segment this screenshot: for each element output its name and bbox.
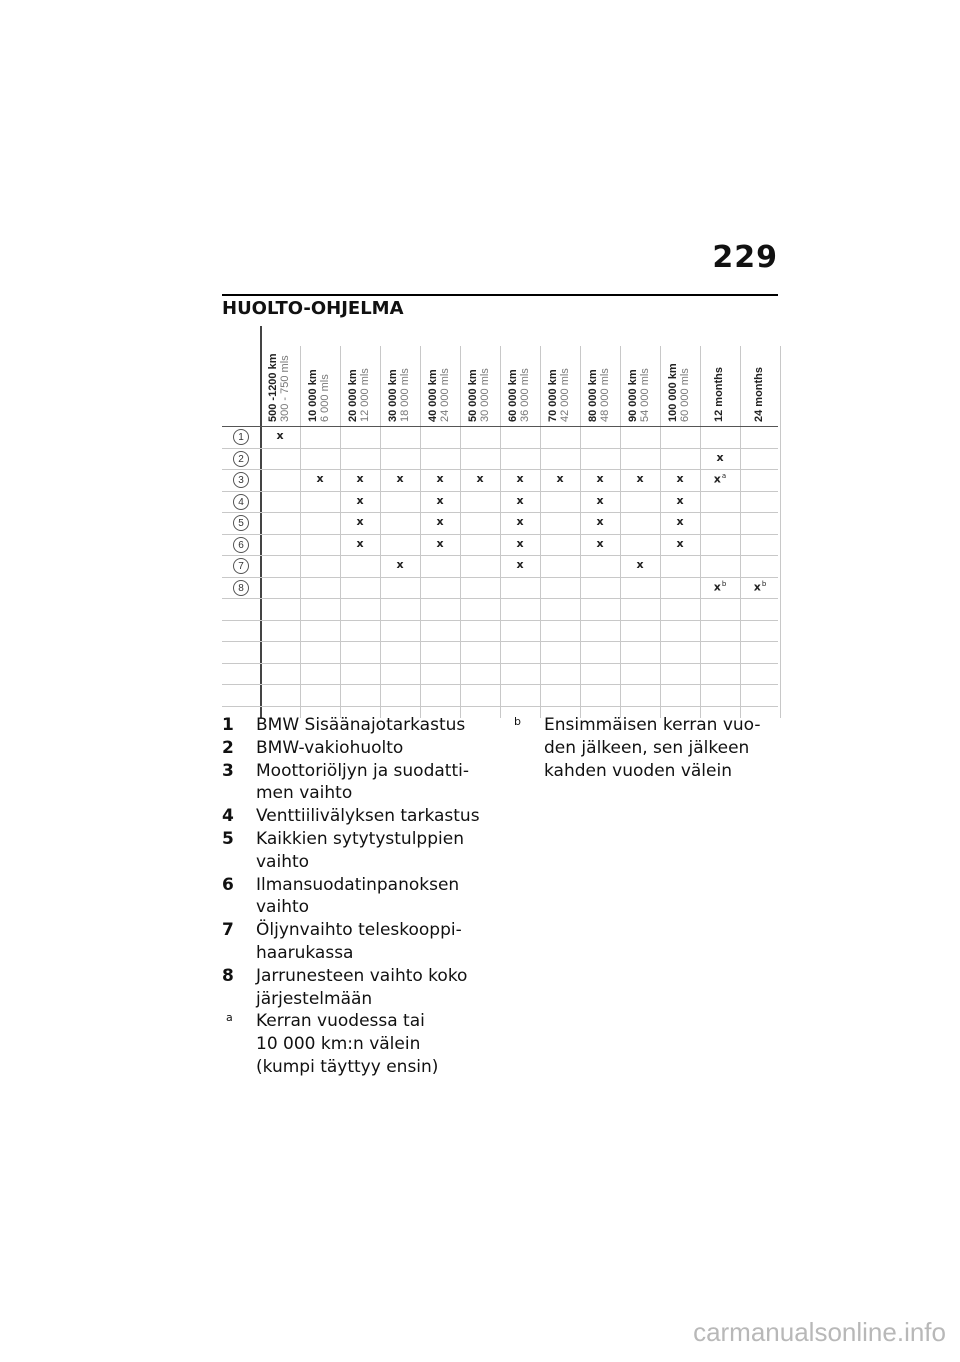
legend-item (222, 965, 480, 1011)
service-mark-x: x (596, 515, 604, 528)
service-mark-x: x (676, 536, 684, 550)
table-row-divider (222, 641, 778, 642)
header-rule (222, 294, 778, 296)
legend-item (222, 737, 480, 760)
service-mark (500, 558, 540, 571)
service-mark (660, 515, 700, 528)
legend-item-number: 1 (222, 715, 234, 735)
column-header (508, 328, 546, 422)
column-header-km: 100 000 km (667, 363, 679, 422)
column-header-km: 80 000 km (587, 369, 599, 422)
service-mark (380, 558, 420, 571)
row-number-badge: 4 (233, 494, 249, 510)
column-header (628, 328, 666, 422)
service-mark-x: x (516, 536, 524, 550)
legend-item-number: 2 (222, 737, 234, 758)
column-header-mls: 18 000 mls (398, 368, 411, 422)
legend-item-number: 3 (222, 760, 234, 781)
table-row-divider (222, 555, 778, 556)
service-mark (380, 472, 420, 485)
column-header (548, 328, 586, 422)
footnote-a-mark: a (226, 1011, 233, 1025)
service-mark-footnote: a (721, 472, 727, 480)
column-header-km: 20 000 km (347, 369, 359, 422)
service-mark-x: x (516, 493, 524, 507)
service-mark-x: x (676, 515, 684, 528)
legend-item-number: 4 (222, 806, 234, 827)
service-mark-x: x (556, 472, 564, 485)
service-mark (660, 494, 700, 507)
column-header-km: 500 -1200 km (267, 353, 279, 422)
table-row-divider (222, 448, 778, 449)
footnote-b-text: Ensimmäisen kerran vuo- den jälkeen, sen jälkeen kahden vuoden välein (544, 715, 761, 781)
column-header-mls: 54 000 mls (638, 368, 651, 422)
page-number: 229 (712, 240, 778, 275)
legend-item (222, 919, 480, 965)
service-mark-x: x (636, 558, 644, 571)
service-mark-x: x (636, 472, 644, 485)
service-mark-x: x (436, 515, 444, 528)
table-row-divider (222, 577, 778, 578)
legend-item (222, 714, 480, 737)
service-mark-x: x (516, 515, 524, 528)
column-header (428, 328, 466, 422)
service-mark-x: x (476, 472, 484, 485)
table-row-divider (222, 684, 778, 685)
table-row-divider (222, 706, 778, 707)
service-mark (700, 580, 740, 594)
column-header-km: 60 000 km (507, 369, 519, 422)
section-title: HUOLTO-OHJELMA (222, 298, 404, 319)
column-header-km: 90 000 km (627, 369, 639, 422)
column-header-km: 24 months (753, 366, 765, 422)
row-number-badge: 1 (233, 429, 249, 445)
column-header-km: 50 000 km (467, 369, 479, 422)
service-mark-x: x (713, 580, 721, 594)
footnote-a-text: Kerran vuodessa tai 10 000 km:n välein (kumpi täyttyy ensin) (256, 1011, 439, 1077)
column-header-km: 12 months (713, 366, 725, 422)
service-mark (500, 515, 540, 528)
column-header-mls: 12 000 mls (358, 368, 371, 422)
service-mark-x: x (596, 536, 604, 550)
column-header (748, 328, 792, 422)
service-mark (500, 472, 540, 485)
legend-item-number: 5 (222, 828, 234, 849)
row-number-badge: 6 (233, 537, 249, 553)
service-mark (340, 494, 380, 507)
row-number-badge: 2 (233, 451, 249, 467)
table-row-divider (222, 663, 778, 664)
column-header-mls: 48 000 mls (598, 368, 611, 422)
service-mark (260, 429, 300, 442)
table-row-divider (222, 512, 778, 513)
maintenance-schedule-table (222, 326, 778, 706)
service-mark-x: x (436, 493, 444, 507)
service-mark-x: x (396, 558, 404, 571)
service-mark-x: x (516, 558, 524, 571)
column-header (468, 328, 506, 422)
column-header (348, 328, 386, 422)
column-header (588, 328, 626, 422)
table-label-divider (260, 326, 262, 718)
service-mark (500, 494, 540, 507)
service-mark-x: x (753, 580, 761, 594)
column-header (388, 328, 426, 422)
column-header-mls: 24 000 mls (438, 368, 451, 422)
service-mark (300, 472, 340, 485)
legend-item (222, 874, 480, 920)
service-mark (540, 472, 580, 485)
service-mark-x: x (676, 493, 684, 507)
service-mark-x: x (396, 472, 404, 485)
service-mark (660, 472, 700, 485)
service-mark (740, 580, 780, 594)
service-mark (340, 472, 380, 485)
service-mark (620, 558, 660, 571)
column-header-mls: 6 000 mls (318, 374, 331, 422)
column-header-km: 40 000 km (427, 369, 439, 422)
service-mark-x: x (356, 472, 364, 485)
legend-item-text: Jarrunesteen vaihto koko järjestelmään (256, 965, 468, 1009)
row-number-badge: 8 (233, 580, 249, 596)
legend-item-text: Ilmansuodatinpanoksen vaihto (256, 874, 460, 918)
column-header-mls: 36 000 mls (518, 368, 531, 422)
service-mark-x: x (596, 472, 604, 485)
service-mark (420, 537, 460, 550)
service-mark (580, 537, 620, 550)
table-row-divider (222, 469, 778, 470)
service-mark (580, 494, 620, 507)
column-header-mls: 300 - 750 mls (278, 355, 291, 422)
table-row-divider (222, 598, 778, 599)
service-mark (420, 494, 460, 507)
service-mark-x: x (676, 472, 684, 485)
service-mark (700, 451, 740, 464)
column-header-mls: 30 000 mls (478, 368, 491, 422)
column-header (668, 328, 706, 422)
legend-item-number: 8 (222, 965, 234, 986)
service-mark-x: x (356, 515, 364, 528)
service-mark (340, 515, 380, 528)
legend-item-text: Kaikkien sytytystulppien vaihto (256, 828, 464, 872)
legend-right-column (510, 714, 780, 782)
column-header (268, 328, 306, 422)
service-mark-x: x (596, 493, 604, 507)
legend-item-text: BMW Sisäänajotarkastus (256, 715, 466, 735)
service-mark (580, 472, 620, 485)
service-mark-x: x (356, 493, 364, 507)
column-header (708, 328, 752, 422)
service-mark-x: x (716, 450, 724, 464)
footnote-b-mark: b (514, 715, 521, 728)
service-mark (340, 537, 380, 550)
service-mark (620, 472, 660, 485)
legend-item (222, 805, 480, 828)
legend-item-text: BMW-vakiohuolto (256, 737, 404, 758)
column-header-mls: 42 000 mls (558, 368, 571, 422)
service-mark-x: x (436, 472, 444, 485)
service-mark-x: x (316, 472, 324, 485)
service-mark (660, 537, 700, 550)
row-number-badge: 7 (233, 558, 249, 574)
column-header (308, 328, 346, 422)
service-mark (460, 472, 500, 485)
footnote-a (222, 1010, 480, 1078)
service-mark (580, 515, 620, 528)
service-mark (420, 515, 460, 528)
legend-item (222, 828, 480, 874)
service-mark-x: x (436, 536, 444, 550)
legend-item-number: 6 (222, 874, 234, 895)
row-number-badge: 5 (233, 515, 249, 531)
column-header-km: 30 000 km (387, 369, 399, 422)
table-header-rule (222, 426, 778, 427)
service-mark-x: x (356, 536, 364, 550)
column-header-km: 10 000 km (307, 369, 319, 422)
footnote-b (510, 714, 780, 782)
service-mark-x: x (516, 472, 524, 485)
column-header-km: 70 000 km (547, 369, 559, 422)
legend-item (222, 760, 480, 806)
legend-left-column (222, 714, 480, 1079)
legend-item-text: Öljynvaihto teleskooppi- haarukassa (256, 920, 462, 963)
table-row-divider (222, 620, 778, 621)
service-mark-x: x (713, 472, 721, 486)
service-mark (500, 537, 540, 550)
service-mark-footnote: b (761, 579, 767, 588)
table-row-divider (222, 491, 778, 492)
column-header-mls: 60 000 mls (678, 368, 691, 422)
legend-item-text: Venttiilivälyksen tarkastus (256, 806, 480, 827)
legend-item-number: 7 (222, 920, 234, 941)
service-mark (700, 472, 740, 486)
service-mark-x: x (276, 429, 284, 442)
service-mark (420, 472, 460, 485)
row-number-badge: 3 (233, 472, 249, 488)
service-mark-footnote: b (721, 579, 727, 588)
legend-item-text: Moottoriöljyn ja suodatti- men vaihto (256, 760, 469, 804)
watermark: carmanualsonline.info (693, 1317, 946, 1347)
table-row-divider (222, 534, 778, 535)
